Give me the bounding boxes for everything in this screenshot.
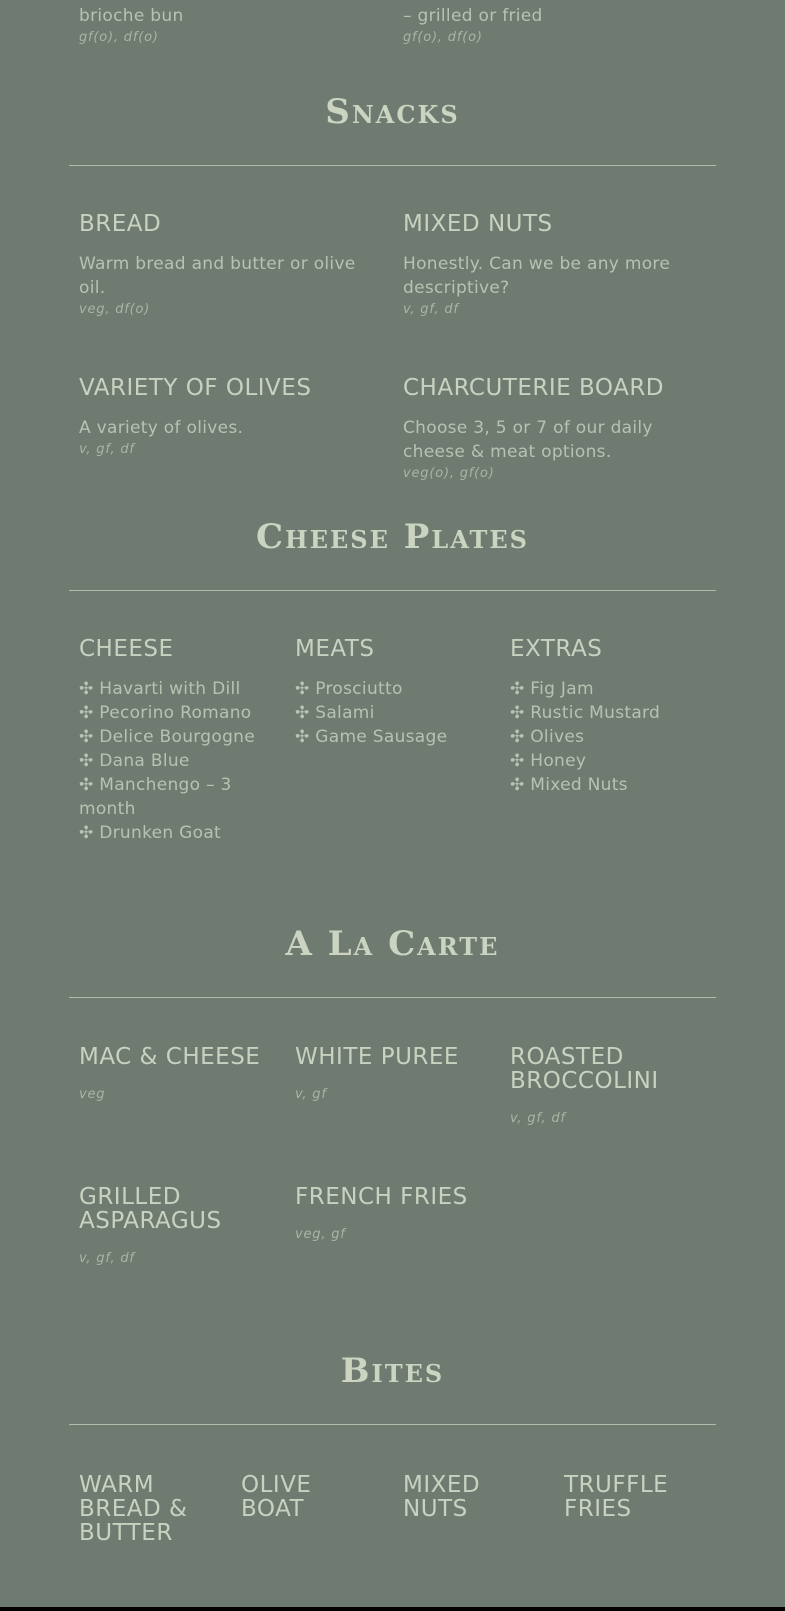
list-item: ✣ Rustic Mustard: [510, 703, 661, 723]
item-diet-tags: v, gf, df: [403, 302, 459, 317]
section-divider: [69, 165, 716, 166]
item-diet-tags: v, gf: [295, 1087, 327, 1102]
menu-item: [295, 1185, 485, 1242]
list-item: ✣ Drunken Goat: [79, 823, 222, 843]
item-name: GRILLED ASPARAGUS: [79, 1184, 222, 1234]
list-item: ✣ Salami: [295, 703, 375, 723]
list-item: ✣ Game Sausage: [295, 727, 448, 747]
item-name: ROASTED BROCCOLINI: [510, 1044, 659, 1094]
menu-item: [79, 1185, 269, 1266]
item-diet-tags: gf(o), df(o): [79, 30, 159, 45]
menu-item: [510, 1045, 700, 1126]
menu-item: [564, 1473, 689, 1521]
section-divider: [69, 997, 716, 998]
item-name: MIXED NUTS: [403, 211, 553, 237]
item-name: VARIETY OF OLIVES: [79, 375, 312, 401]
item-name: FRENCH FRIES: [295, 1184, 468, 1210]
menu-item: [79, 376, 379, 457]
list-item: ✣ Havarti with Dill: [79, 679, 241, 699]
section-divider: [69, 1424, 716, 1425]
item-diet-tags: veg(o), gf(o): [403, 466, 495, 481]
item-description: brioche bun: [79, 6, 184, 26]
item-name: WARM BREAD & BUTTER: [79, 1472, 188, 1546]
section-title-bites: Bites: [340, 1351, 445, 1391]
menu-item-partial-right: [403, 4, 703, 45]
menu-item-partial-left: [79, 4, 374, 45]
section-title-a-la-carte: A La Carte: [285, 924, 500, 964]
menu-item: [79, 1045, 269, 1102]
list-item: ✣ Honey: [510, 751, 587, 771]
item-name: OLIVE BOAT: [241, 1472, 312, 1522]
cheese-plate-column-cheese: [79, 637, 269, 845]
menu-item: [79, 212, 379, 317]
menu-item: [403, 376, 713, 481]
item-name: BREAD: [79, 211, 162, 237]
item-diet-tags: veg, gf: [295, 1227, 346, 1242]
item-diet-tags: veg, df(o): [79, 302, 151, 317]
extras-list: [510, 677, 710, 797]
item-description: Choose 3, 5 or 7 of our daily cheese & meat options.: [403, 418, 653, 462]
item-diet-tags: v, gf, df: [79, 1251, 135, 1266]
menu-item: [241, 1473, 366, 1521]
item-diet-tags: v, gf, df: [79, 442, 135, 457]
menu-item: [403, 212, 703, 317]
menu-item: [295, 1045, 485, 1102]
column-title: CHEESE: [79, 636, 174, 662]
list-item: ✣ Prosciutto: [295, 679, 403, 699]
list-item: ✣ Pecorino Romano: [79, 703, 252, 723]
item-diet-tags: v, gf, df: [510, 1111, 566, 1126]
item-name: MIXED NUTS: [403, 1472, 481, 1522]
menu-item: [403, 1473, 528, 1521]
item-description: A variety of olives.: [79, 418, 244, 438]
meats-list: [295, 677, 485, 749]
item-name: WHITE PUREE: [295, 1044, 459, 1070]
column-title: MEATS: [295, 636, 375, 662]
item-name: MAC & CHEESE: [79, 1044, 261, 1070]
list-item: ✣ Fig Jam: [510, 679, 594, 699]
item-name: TRUFFLE FRIES: [564, 1472, 669, 1522]
item-description: Warm bread and butter or olive oil.: [79, 254, 356, 298]
item-diet-tags: veg: [79, 1087, 106, 1102]
column-title: EXTRAS: [510, 636, 603, 662]
list-item: ✣ Mixed Nuts: [510, 775, 628, 795]
cheese-plate-column-meats: [295, 637, 485, 749]
menu-item: [79, 1473, 204, 1545]
section-title-snacks: Snacks: [325, 92, 460, 132]
item-diet-tags: gf(o), df(o): [403, 30, 483, 45]
list-item: ✣ Dana Blue: [79, 751, 190, 771]
item-name: CHARCUTERIE BOARD: [403, 375, 665, 401]
item-description: Honestly. Can we be any more descriptive?: [403, 254, 671, 298]
cheese-plate-column-extras: [510, 637, 710, 797]
cheese-list: [79, 677, 269, 845]
section-divider: [69, 590, 716, 591]
list-item: ✣ Delice Bourgogne: [79, 727, 255, 747]
bottom-edge-bar: [0, 1607, 785, 1611]
list-item: ✣ Olives: [510, 727, 585, 747]
section-title-cheese-plates: Cheese Plates: [255, 517, 530, 557]
item-description: – grilled or fried: [403, 6, 543, 26]
list-item: ✣ Manchengo – 3 month: [79, 775, 232, 819]
